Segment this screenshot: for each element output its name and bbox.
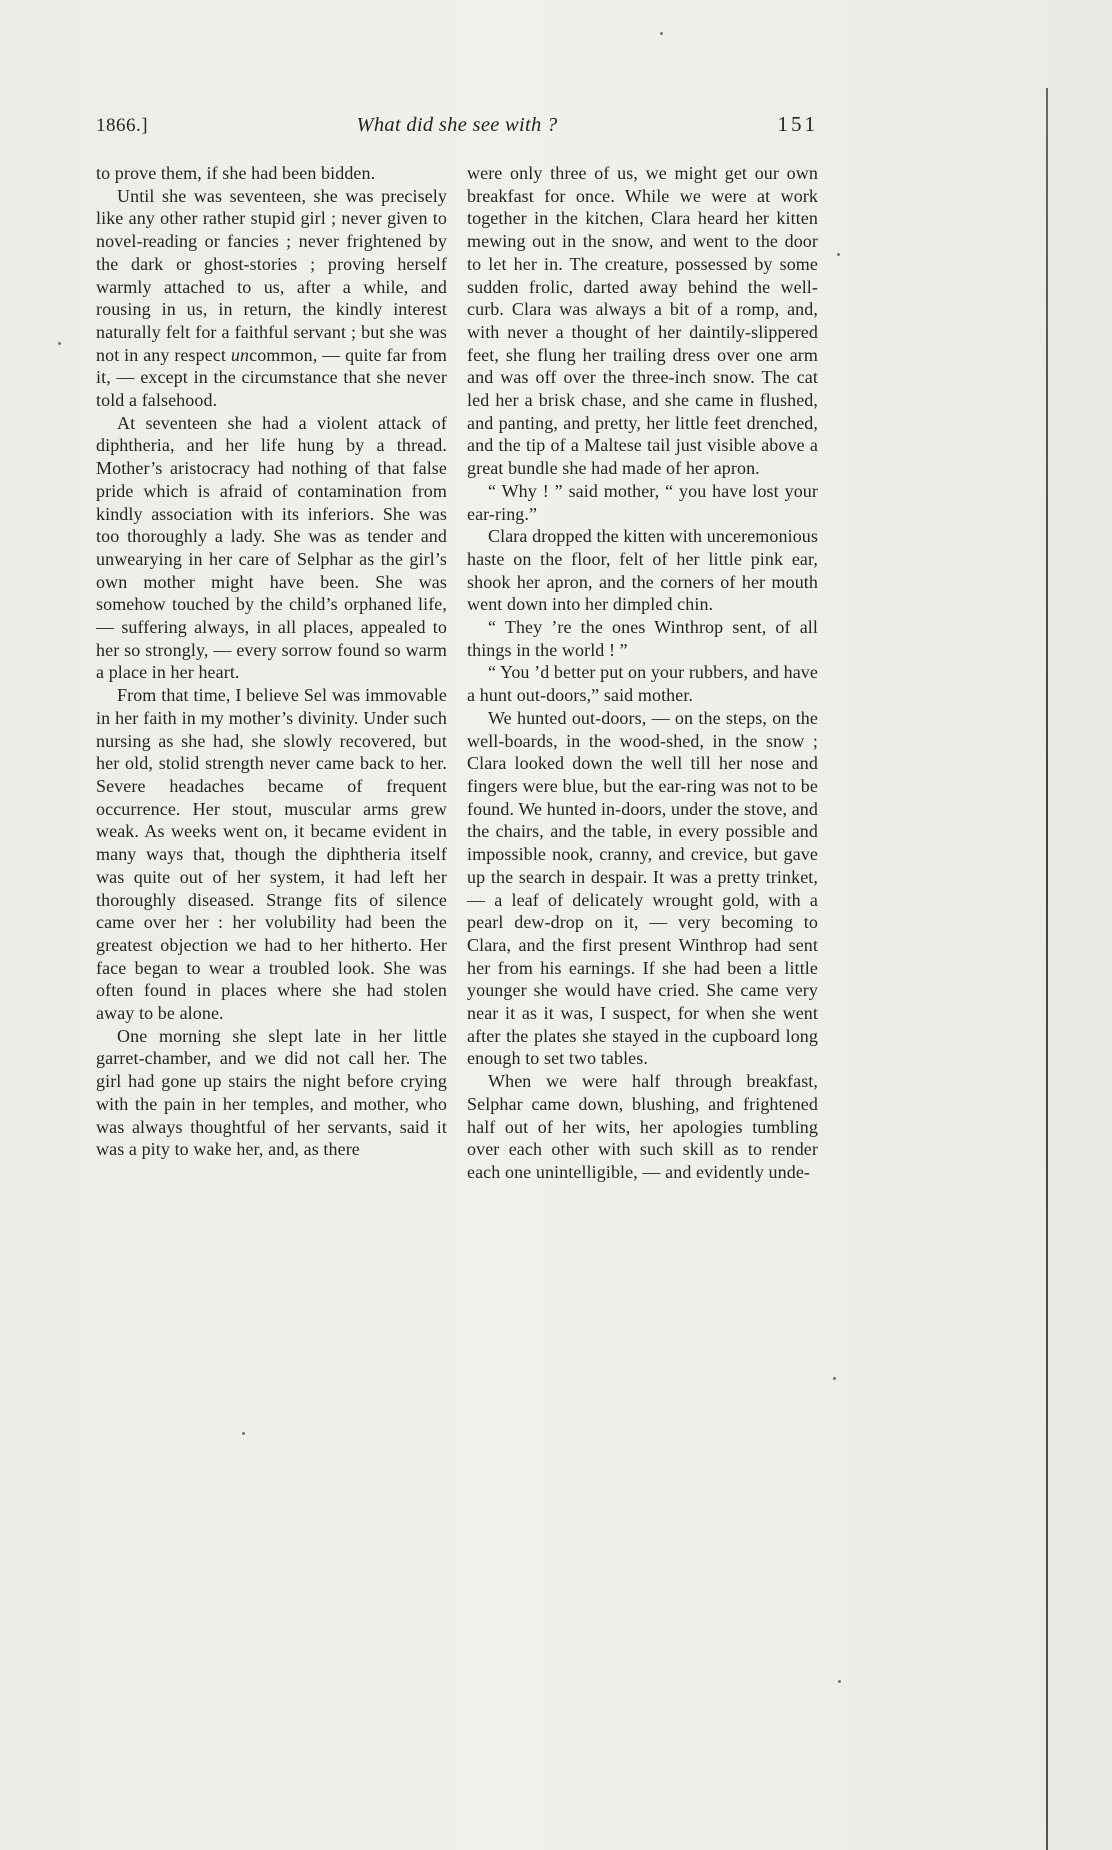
page-content: [96, 112, 818, 1184]
scan-speck: [58, 342, 61, 345]
paragraph: Until she was seventeen, she was precisely like any other rather stupid girl ; never given to novel-reading or fancies ; never frightened by the dark or ghost-stories ; proving herself warmly attached to us, after a while, and rousing in us, in return, the kindly interest naturally felt for a faithful servant ; but she was not in any respect uncommon, — quite far from it, — except in the circumstance that she never told a falsehood.: [96, 185, 447, 411]
paragraph: “ They ’re the ones Winthrop sent, of all things in the world ! ”: [467, 617, 818, 660]
paragraph: “ Why ! ” said mother, “ you have lost your ear-ring.”: [467, 480, 818, 524]
header-year-label: 1866.]: [96, 115, 149, 136]
scan-speck: [837, 253, 840, 256]
paragraph: Clara dropped the kitten with unceremonious haste on the floor, felt of her little pink ear, shook her apron, and the corners of her mouth went down into her dimpled chin.: [467, 526, 818, 615]
left-column: [96, 162, 447, 1184]
scan-edge-line: [1046, 88, 1048, 1850]
scan-speck: [838, 1680, 841, 1683]
right-column: [467, 162, 818, 1184]
page-header: [96, 112, 818, 137]
paragraph: When we were half through breakfast, Selphar came down, blushing, and frightened half out of her wits, her apologies tumbling over each other with such skill as to render each one unintelligible, — and evidently unde-: [467, 1071, 818, 1182]
page-title: What did she see with ?: [356, 114, 558, 136]
scan-speck: [660, 32, 663, 35]
paragraph: We hunted out-doors, — on the steps, on the well-boards, in the wood-shed, in the snow ; Clara looked down the well till her nose and fingers were blue, but the ear-ring was not to be found. We hunted in-doors, under the stove, and the chairs, and the table, in every possible and impossible nook, cranny, and crevice, but gave up the search in despair. It was a pretty trinket, — a leaf of delicately wrought gold, with a pearl dew-drop on it, — very becoming to Clara, and the first present Winthrop had sent her from his earnings. If she had been a little younger she would have cried. She came very near it as it was, I suspect, for when she went after the plates she stayed in the cupboard long enough to set two tables.: [467, 707, 818, 1069]
paragraph: One morning she slept late in her little garret-chamber, and we did not call her. The girl had gone up stairs the night before crying with the pain in her temples, and mother, who was always thoughtful of her servants, said it was a pity to wake her, and, as there: [96, 1025, 447, 1160]
text-columns: [96, 162, 818, 1184]
paragraph: From that time, I believe Sel was immovable in her faith in my mother’s divinity. Under such nursing as she had, she slowly recovered, but her old, stolid strength never came back to her. Severe headaches became of frequent occurrence. Her stout, muscular arms grew weak. As weeks went on, it became evident in many ways that, though the diphtheria itself was quite out of her system, it had left her thoroughly diseased. Strange fits of silence came over her : her volubility had been the greatest objection we had to her hitherto. Her face began to wear a troubled look. She was often found in places where she had stolen away to be alone.: [96, 685, 447, 1024]
paragraph: were only three of us, we might get our own breakfast for once. While we were at work together in the kitchen, Clara heard her kitten mewing out in the snow, and went to the door to let her in. The creature, possessed by some sudden frolic, darted away behind the well-curb. Clara was always a bit of a romp, and, with never a thought of her daintily-slippered feet, she flung her trailing dress over one arm and was off over the three-inch snow. The cat led her a brisk chase, and she came in flushed, and panting, and pretty, her little feet drenched, and the tip of a Maltese tail just visible above a great bundle she had made of her apron.: [467, 163, 818, 479]
page-number: 151: [777, 112, 818, 136]
paragraph: “ You ’d better put on your rubbers, and have a hunt out-doors,” said mother.: [467, 662, 818, 706]
scan-speck: [833, 1377, 836, 1380]
scan-speck: [242, 1432, 245, 1435]
paragraph: At seventeen she had a violent attack of diphtheria, and her life hung by a thread. Mother’s aristocracy had nothing of that false pride which is afraid of contamination from kindly association with its inferiors. She was too thoroughly a lady. She was as tender and unwearying in her care of Selphar as the girl’s own mother might have been. She was somehow touched by the child’s orphaned life, — suffering always, in all places, appealed to her so strongly, — every sorrow found so warm a place in her heart.: [96, 412, 447, 683]
paragraph: to prove them, if she had been bidden.: [96, 163, 376, 183]
